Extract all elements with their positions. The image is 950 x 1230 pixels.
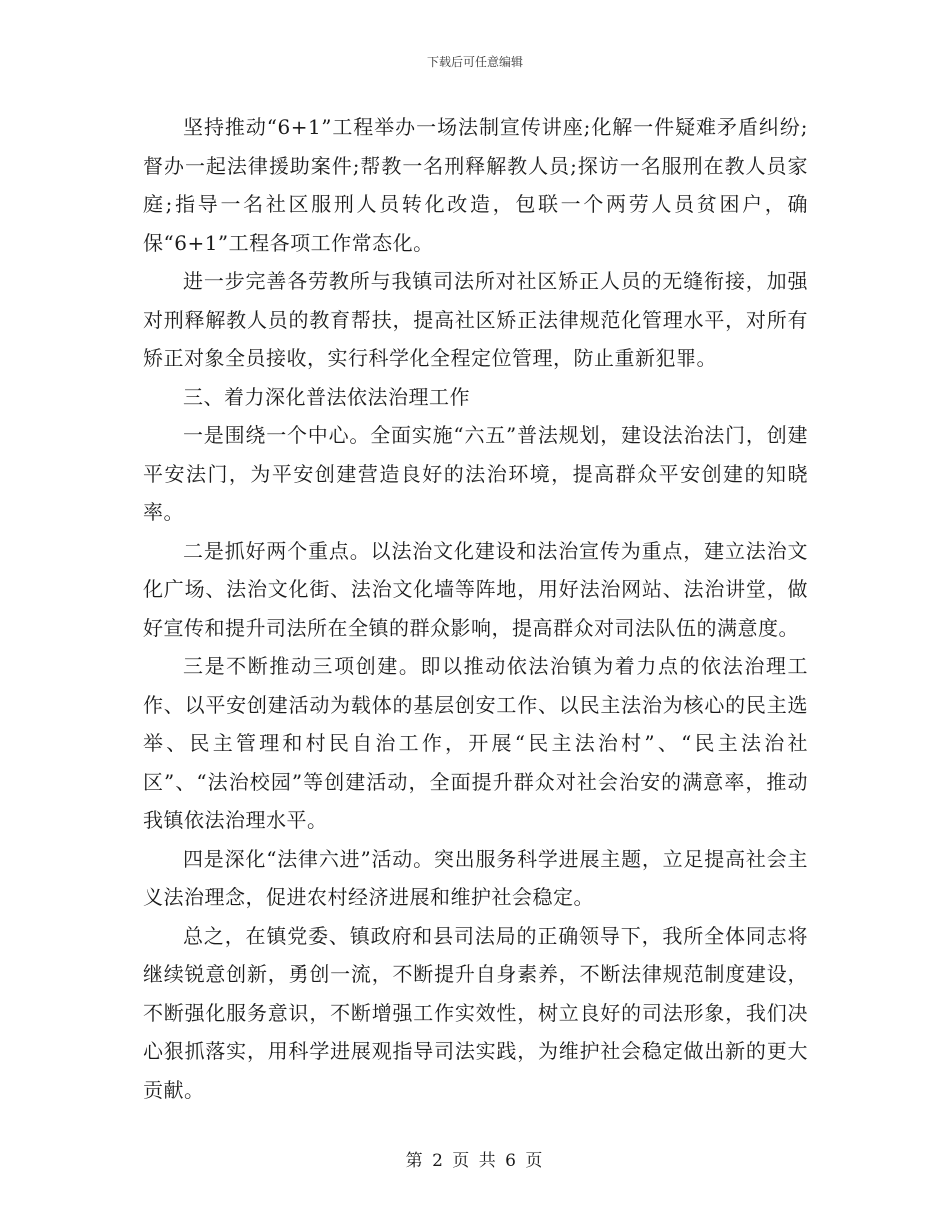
paragraph-one-center: 一是围绕一个中心。全面实施“六五”普法规划，建设法治法门，创建平安法门，为平安创建营造良好的法治环境，提高群众平安创建的知晓率。 — [143, 423, 808, 524]
paragraph-two-focus: 二是抓好两个重点。以法治文化建设和法治宣传为重点，建立法治文化广场、法治文化街、法治文化墙等阵地，用好法治网站、法治讲堂，做好宣传和提升司法所在全镇的群众影响，提高群众对司法队伍的满意度。 — [143, 538, 808, 640]
paragraph-three-creation: 三是不断推动三项创建。即以推动依法治镇为着力点的依法治理工作、以平安创建活动为载体的基层创安工作、以民主法治为核心的民主选举、民主管理和村民自治工作，开展“民主法治村”、“民主法治社区”、“法治校园”等创建活动，全面提升群众对社会治安的满意率，推动我镇依法治理水平。 — [143, 654, 808, 832]
paragraph-conclusion: 总之，在镇党委、镇政府和县司法局的正确领导下，我所全体同志将继续锐意创新，勇创一流，不断提升自身素养，不断法律规范制度建设，不断强化服务意识，不断增强工作实效性，树立良好的司法形象，我们决心狠抓落实，用科学进展观指导司法实践，为维护社会稳定做出新的更大贡献。 — [143, 923, 808, 1102]
paragraph-law-six-entries: 四是深化“法律六进”活动。突出服务科学进展主题，立足提高社会主义法治理念，促进农村经济进展和维护社会稳定。 — [143, 846, 808, 909]
document-body — [143, 108, 808, 1109]
paragraph-6plus1-project: 坚持推动“6+1”工程举办一场法制宣传讲座;化解一件疑难矛盾纠纷;督办一起法律援助案件;帮教一名刑释解教人员;探访一名服刑在教人员家庭;指导一名社区服刑人员转化改造，包联一个两劳人员贫困户，确保“6+1”工程各项工作常态化。 — [143, 115, 808, 255]
paragraph-correction-connection: 进一步完善各劳教所与我镇司法所对社区矫正人员的无缝衔接，加强对刑释解教人员的教育帮扶，提高社区矫正法律规范化管理水平，对所有矫正对象全员接收，实行科学化全程定位管理，防止重新犯罪。 — [143, 269, 808, 370]
section-heading-3: 三、着力深化普法依法治理工作 — [183, 384, 470, 409]
page-footer: 第 2 页 共 6 页 — [405, 1151, 545, 1171]
page-header: 下载后可任意编辑 — [426, 55, 523, 69]
